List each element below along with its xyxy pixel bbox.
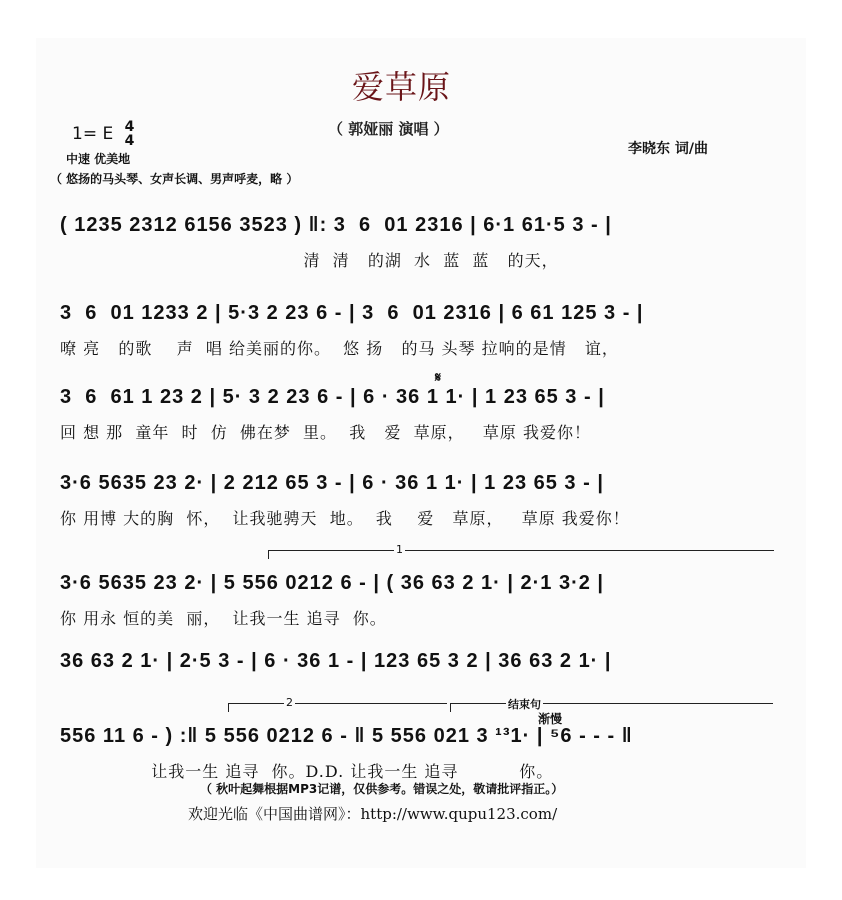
volta-2-bracket bbox=[228, 696, 447, 712]
intro-note: （ 悠扬的马头琴、女声长调、男声呼麦，略 ） bbox=[50, 172, 299, 186]
volta-2-label: 2 bbox=[286, 696, 293, 709]
segno-sign: 𝄋 bbox=[435, 370, 442, 386]
time-signature bbox=[125, 120, 135, 148]
lyrics: 你 用永 恒的美 丽， 让我一生 追寻 你。 bbox=[60, 609, 387, 628]
volta-1-bracket bbox=[268, 543, 774, 559]
notation: 36 63 2 1· | 2·5 3 - | 6 · 36 1 - | 123 65 3 2 | 36 63 2 1· | bbox=[60, 650, 612, 672]
lyrics: 让我一生 追寻 你。D.D. 让我一生 追寻 你。 bbox=[60, 762, 554, 781]
tempo-marking: 中速 优美地 bbox=[66, 152, 131, 166]
ritardando-marking: 渐慢 bbox=[538, 712, 563, 726]
notation: 556 11 6 - ) :‖ 5 556 0212 6 - ‖ 5 556 021 3 ¹³1· | ⁵6 - - - ‖ bbox=[60, 725, 633, 747]
lyrics: 你 用博 大的胸 怀， 让我驰骋天 地。 我 爱 草原， 草原 我爱你！ bbox=[60, 509, 630, 528]
site-link[interactable]: 欢迎光临《中国曲谱网》：http://www.qupu123.com/ bbox=[188, 805, 558, 823]
volta-1-label: 1 bbox=[396, 543, 403, 556]
singer-credit: （ 郭娅丽 演唱 ） bbox=[328, 120, 449, 138]
notation: 3 6 01 1233 2 | 5·3 2 23 6 - | 3 6 01 2316 | 6 61 125 3 - | bbox=[60, 302, 644, 324]
lyrics: 回 想 那 童年 时 仿 佛在梦 里。 我 爱 草原， 草原 我爱你！ bbox=[60, 423, 591, 442]
notation: 3·6 5635 23 2· | 5 556 0212 6 - | ( 36 63 2 1· | 2·1 3·2 | bbox=[60, 572, 605, 594]
lyrics: 清 清 的湖 水 蓝 蓝 的天， bbox=[60, 251, 559, 270]
lyrics: 嘹 亮 的歌 声 唱 给美丽的你。 悠 扬 的马 头琴 拉响的是情 谊， bbox=[60, 339, 619, 358]
key-signature bbox=[72, 120, 134, 148]
transcriber-credit: （ 秋叶起舞根据MP3记谱，仅供参考。错误之处，敬请批评指正。） bbox=[200, 782, 564, 796]
key-label: 1= E bbox=[72, 124, 114, 144]
author-credit: 李晓东 词/曲 bbox=[628, 141, 708, 157]
song-title: 爱草原 bbox=[352, 68, 452, 106]
notation: 3 6 61 1 23 2 | 5· 3 2 23 6 - | 6 · 36 1 1· | 1 23 65 3 - | bbox=[60, 386, 605, 408]
time-top: 4 bbox=[124, 119, 135, 135]
ending-label: 结束句 bbox=[508, 698, 541, 711]
notation: 3·6 5635 23 2· | 2 212 65 3 - | 6 · 36 1 1· | 1 23 65 3 - | bbox=[60, 472, 604, 494]
ending-bracket bbox=[450, 698, 773, 712]
notation: ( 1235 2312 6156 3523 ) ‖: 3 6 01 2316 | 6·1 61·5 3 - | bbox=[60, 214, 612, 236]
time-bottom: 4 bbox=[124, 133, 135, 149]
